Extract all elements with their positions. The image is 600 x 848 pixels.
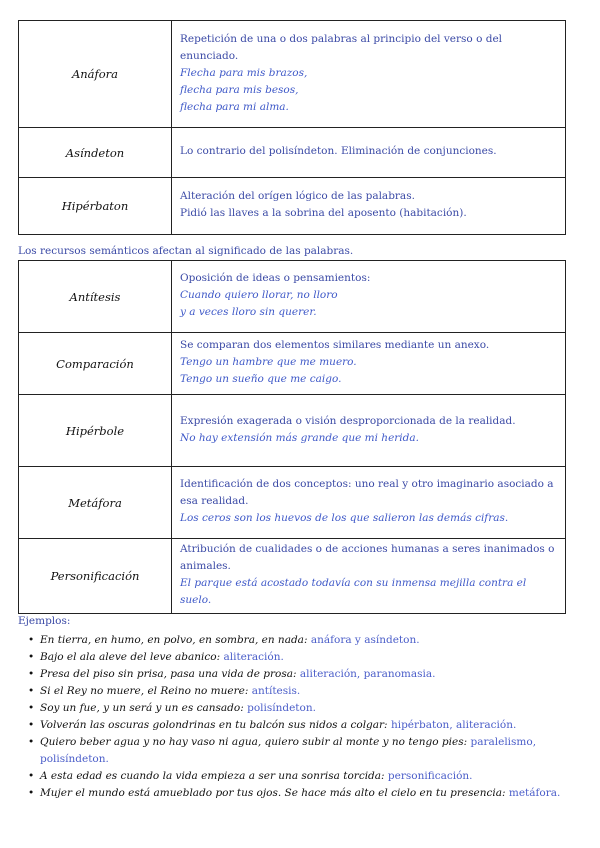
example-answer: personificación. — [387, 770, 473, 782]
example-phrase: Volverán las oscuras golondrinas en tu balcón sus nidos a colgar: — [40, 719, 388, 731]
list-item — [28, 768, 578, 785]
definition-text: Se comparan dos elementos similares mediante un anexo. — [180, 339, 490, 351]
table-row — [19, 261, 566, 333]
table-row — [19, 467, 566, 539]
definition-cell — [172, 21, 566, 128]
list-item — [28, 683, 578, 700]
examples-heading: Ejemplos: — [18, 615, 71, 627]
example-line: Tengo un hambre que me muero. — [180, 356, 357, 368]
term-cell: Hipérbole — [19, 395, 172, 467]
definition-text: Lo contrario del polisíndeton. Eliminación de conjunciones. — [180, 145, 497, 157]
definition-cell — [172, 467, 566, 539]
table-row — [19, 539, 566, 614]
definition-text: Pidió las llaves a la sobrina del aposento (habitación). — [180, 207, 467, 219]
example-line: Los ceros son los huevos de los que salieron las demás cifras. — [180, 512, 509, 524]
term-cell: Anáfora — [19, 21, 172, 128]
definition-cell — [172, 128, 566, 178]
definition-text: Alteración del orígen lógico de las palabras. — [180, 190, 415, 202]
definition-cell — [172, 395, 566, 467]
example-line: Tengo un sueño que me caigo. — [180, 373, 342, 385]
example-answer: hipérbaton, aliteración. — [390, 719, 517, 731]
definition-cell — [172, 539, 566, 614]
example-answer: anáfora y asíndeton. — [310, 634, 420, 646]
list-item — [28, 717, 578, 734]
definition-text: Expresión exagerada o visión desproporcionada de la realidad. — [180, 414, 516, 427]
list-item — [28, 734, 578, 768]
figures-table-1 — [18, 20, 566, 235]
table-row — [19, 21, 566, 128]
definition-cell — [172, 178, 566, 235]
example-phrase: Presa del piso sin prisa, pasa una vida de prosa: — [40, 668, 297, 680]
table-row — [19, 178, 566, 235]
table-row — [19, 333, 566, 395]
list-item — [28, 700, 578, 717]
table-row — [19, 395, 566, 467]
example-answer: aliteración. — [223, 651, 284, 663]
term-cell: Metáfora — [19, 467, 172, 539]
definition-cell — [172, 261, 566, 333]
example-phrase: Soy un fue, y un será y un es cansado: — [40, 702, 244, 714]
example-answer: antítesis. — [251, 685, 301, 697]
example-line: El parque está acostado todavía con su inmensa mejilla contra el suelo. — [180, 577, 527, 606]
example-line: Flecha para mis brazos, — [180, 66, 308, 79]
term-cell: Hipérbaton — [19, 178, 172, 235]
semantic-intro: Los recursos semánticos afectan al significado de las palabras. — [18, 245, 354, 257]
list-item — [28, 632, 578, 649]
example-line: No hay extensión más grande que mi herida. — [180, 431, 419, 444]
list-item — [28, 666, 578, 683]
example-phrase: Si el Rey no muere, el Reino no muere: — [40, 685, 249, 697]
example-line: flecha para mi alma. — [180, 100, 289, 113]
example-answer: aliteración, paranomasia. — [299, 668, 436, 680]
definition-text: Repetición de una o dos palabras al principio del verso o del enunciado. — [180, 32, 503, 62]
figures-table-2 — [18, 260, 566, 614]
definition-text: Identificación de dos conceptos: uno real y otro imaginario asociado a esa realidad. — [180, 478, 554, 507]
term-cell: Asíndeton — [19, 128, 172, 178]
example-answer: polisíndeton. — [247, 702, 316, 714]
example-phrase: Quiero beber agua y no hay vaso ni agua, quiero subir al monte y no tengo pies: — [40, 736, 468, 748]
term-cell: Personificación — [19, 539, 172, 614]
example-line: Cuando quiero llorar, no lloro — [180, 289, 338, 301]
example-answer: paralelismo, polisíndeton. — [40, 736, 537, 765]
definition-text: Atribución de cualidades o de acciones humanas a seres inanimados o animales. — [180, 543, 555, 572]
examples-list — [28, 632, 578, 802]
example-answer: metáfora. — [508, 787, 561, 799]
example-line: y a veces lloro sin querer. — [180, 306, 317, 318]
example-line: flecha para mis besos, — [180, 83, 299, 96]
example-phrase: En tierra, en humo, en polvo, en sombra, en nada: — [40, 634, 308, 646]
definition-cell — [172, 333, 566, 395]
list-item — [28, 649, 578, 666]
table-row — [19, 128, 566, 178]
example-phrase: A esta edad es cuando la vida empieza a ser una sonrisa torcida: — [40, 770, 385, 782]
example-phrase: Mujer el mundo está amueblado por tus ojos. Se hace más alto el cielo en tu presencia: — [40, 787, 506, 799]
list-item — [28, 785, 578, 802]
term-cell: Comparación — [19, 333, 172, 395]
example-phrase: Bajo el ala aleve del leve abanico: — [40, 651, 221, 663]
definition-text: Oposición de ideas o pensamientos: — [180, 272, 371, 284]
term-cell: Antítesis — [19, 261, 172, 333]
